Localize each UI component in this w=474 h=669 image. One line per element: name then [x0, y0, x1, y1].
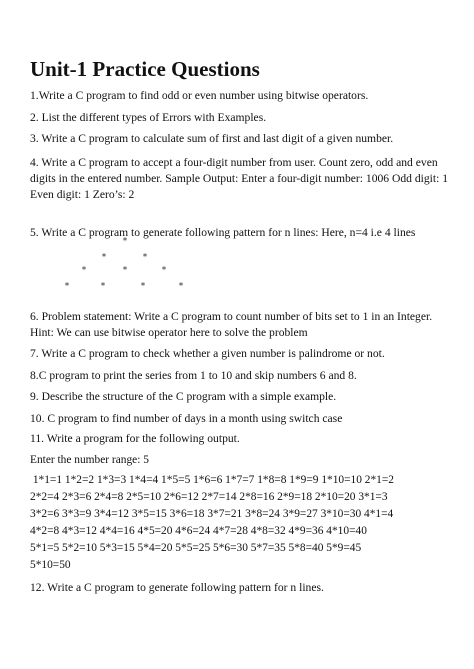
sample-output-line: 5*10=50 — [30, 559, 71, 571]
sample-output-line: 3*2=6 3*3=9 3*4=12 3*5=15 3*6=18 3*7=21 3*8=24 3*9=27 3*10=30 4*1=4 — [30, 508, 394, 520]
question-5: 5. Write a C program to generate following pattern for n lines: Here, n=4 i.e 4 lines — [30, 226, 416, 239]
page-title: Unit-1 Practice Questions — [30, 57, 260, 81]
question-2: 2. List the different types of Errors with Examples. — [30, 111, 267, 124]
sample-output-line: 4*2=8 4*3=12 4*4=16 4*5=20 4*6=24 4*7=28 4*8=32 4*9=36 4*10=40 — [30, 525, 367, 537]
question-9: 9. Describe the structure of the C program with a simple example. — [30, 390, 337, 403]
pattern-star: * — [140, 281, 146, 292]
pattern-star: * — [64, 281, 70, 292]
question-6: 6. Problem statement: Write a C program to count number of bits set to 1 in an Integer. Hint: We can use bitwise operator here to solve the problem — [30, 310, 433, 339]
question-1: 1.Write a C program to find odd or even number using bitwise operators. — [30, 89, 369, 102]
pattern-star: * — [178, 281, 184, 292]
pattern-star: * — [142, 252, 148, 263]
sample-output-line: 1*1=1 1*2=2 1*3=3 1*4=4 1*5=5 1*6=6 1*7=7 1*8=8 1*9=9 1*10=10 2*1=2 — [30, 474, 394, 486]
pattern-star: * — [122, 265, 128, 276]
pattern-star: * — [101, 252, 107, 263]
question-8: 8.C program to print the series from 1 to 10 and skip numbers 6 and 8. — [30, 369, 357, 382]
sample-output-line: 2*2=4 2*3=6 2*4=8 2*5=10 2*6=12 2*7=14 2*8=16 2*9=18 2*10=20 3*1=3 — [30, 491, 388, 503]
question-7: 7. Write a C program to check whether a given number is palindrome or not. — [30, 347, 385, 360]
pattern-star: * — [161, 265, 167, 276]
pattern-star: * — [100, 281, 106, 292]
sample-output-prompt: Enter the number range: 5 — [30, 454, 149, 466]
sample-output-line: 5*1=5 5*2=10 5*3=15 5*4=20 5*5=25 5*6=30 5*7=35 5*8=40 5*9=45 — [30, 542, 362, 554]
pattern-star: * — [81, 265, 87, 276]
pattern-star: * — [122, 236, 128, 247]
question-10: 10. C program to find number of days in a month using switch case — [30, 412, 343, 425]
question-11: 11. Write a program for the following output. — [30, 432, 240, 445]
question-4: 4. Write a C program to accept a four-digit number from user. Count zero, odd and even digits in the entered number. Sample Output: Enter a four-digit number: 1006 Odd digit: 1 Even digit: 1 Zero’s: 2 — [30, 156, 449, 201]
question-3: 3. Write a C program to calculate sum of first and last digit of a given number. — [30, 132, 394, 145]
question-12: 12. Write a C program to generate following pattern for n lines. — [30, 581, 324, 594]
